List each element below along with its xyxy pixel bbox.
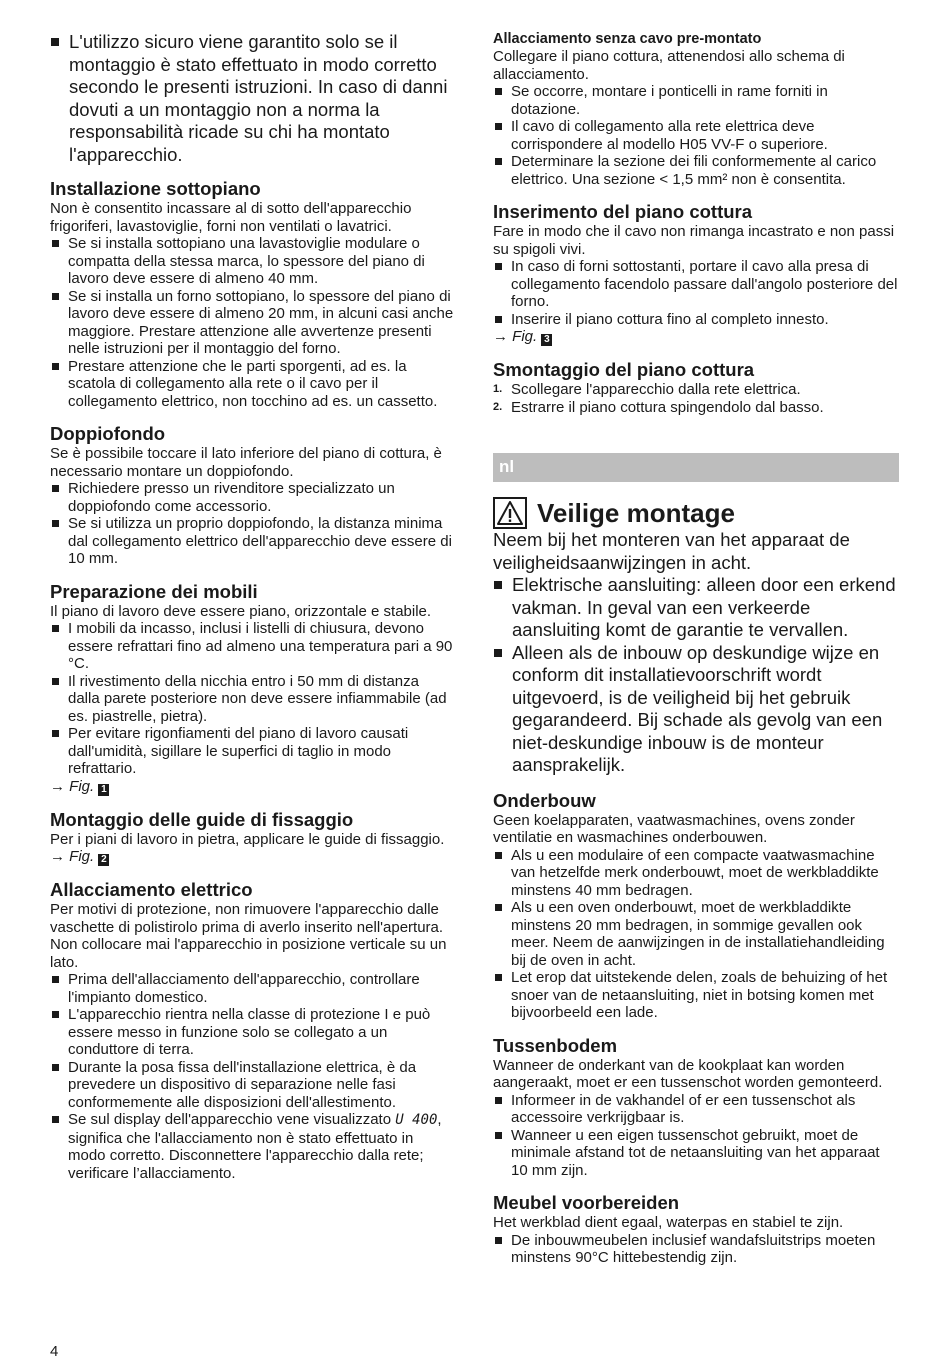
bullet-list: [493, 1092, 899, 1180]
section-intro: Fare in modo che il cavo non rimanga incastrato e non passi su spigoli vivi.: [493, 223, 895, 258]
section-title: Doppiofondo: [50, 423, 166, 444]
list-item: Alleen als de inbouw op deskundige wijze en conform dit installatievoorschrift wordt uitgevoerd, is de veiligheid bij het gebruik gegarandeerd. Bij schade als gevolg van een niet-deskundige inbouw is de monteur aansprakelijk.: [493, 642, 899, 777]
section-allacciamento-elettrico: [50, 879, 454, 1182]
list-item: De inbouwmeubelen inclusief wandafsluitstrips moeten minstens 90°C hittebestendig zijn.: [493, 1232, 899, 1267]
figure-number-badge: 3: [541, 334, 552, 346]
section-title: Montaggio delle guide di fissaggio: [50, 808, 354, 830]
figure-label: Fig.: [69, 777, 95, 795]
step-text: Scollegare l'apparecchio dalla rete elettrica.: [511, 381, 801, 398]
section-intro: Per motivi di protezione, non rimuovere l'apparecchio dalle vaschette di polistirolo prima di averlo inserito nell'apertura. Non collocare mai l'apparecchio in posizione verticale su un lato.: [50, 901, 447, 971]
list-item: Elektrische aansluiting: alleen door een erkend vakman. In geval van een verkeerde aansluiting komt de garantie te vervallen.: [493, 574, 899, 642]
section-title: Allacciamento elettrico: [50, 879, 253, 900]
section-meubel: [493, 1192, 899, 1267]
warning-title: Veilige montage: [537, 498, 735, 528]
section-title: Smontaggio del piano cottura: [493, 359, 755, 380]
section-intro: Il piano di lavoro deve essere piano, orizzontale e stabile.: [50, 602, 432, 620]
list-item: Per evitare rigonfiamenti del piano di lavoro causati dall'umidità, sigillare le superfici di taglio in modo refrattario.: [50, 725, 454, 778]
list-item: Informeer in de vakhandel of er een tussenschot als accessoire verkrijgbaar is.: [493, 1092, 899, 1127]
bullet-list: [50, 480, 454, 568]
bullet-list: [50, 620, 454, 778]
list-item: [493, 381, 899, 399]
list-item: Se si installa un forno sottopiano, lo spessore del piano di lavoro deve essere di almeno 20 mm, in alcuni casi anche maggiore. Prestare attenzione alle avvertenze presenti nelle istruzioni per il montaggio del forno.: [50, 288, 454, 358]
list-item-text: Se sul display dell'apparecchio vene visualizzato: [68, 1111, 392, 1128]
figure-reference[interactable]: [50, 778, 454, 796]
section-tussenbodem: [493, 1035, 899, 1180]
list-item: Als u een modulaire of een compacte vaatwasmachine van hetzelfde merk onderbouwt, moet de werkbladdikte minstens 40 mm bedragen.: [493, 847, 899, 900]
section-title: Tussenbodem: [493, 1034, 618, 1056]
section-smontaggio: [493, 359, 899, 416]
list-item: L'apparecchio rientra nella classe di protezione I e può essere messo in funzione solo se collegato a un conduttore di terra.: [50, 1006, 454, 1059]
figure-label: Fig.: [512, 328, 538, 345]
warning-heading: [493, 497, 899, 529]
figure-reference[interactable]: [50, 848, 454, 866]
list-item: Se si utilizza un proprio doppiofondo, la distanza minima dal collegamento elettrico dell'apparecchio deve essere di 10 mm.: [50, 515, 454, 568]
section-intro: Collegare il piano cottura, attenendosi allo schema di allacciamento.: [493, 48, 845, 83]
section-intro: Se è possibile toccare il lato inferiore del piano di cottura, è necessario montare un doppiofondo.: [50, 445, 442, 480]
bullet-list: [493, 1232, 899, 1267]
section-title: Installazione sottopiano: [50, 178, 261, 199]
bullet-list: [50, 235, 454, 410]
bullet-list: [493, 258, 899, 328]
section-intro: Het werkblad dient egaal, waterpas en stabiel te zijn.: [493, 1214, 844, 1231]
figure-label: Fig.: [69, 848, 95, 865]
list-item: Durante la posa fissa dell'installazione elettrica, è da prevedere un dispositivo di separazione nelle fasi conformemente alle disposizioni dell'allestimento.: [50, 1059, 454, 1112]
section-title: Allacciamento senza cavo pre-montato: [493, 31, 762, 47]
section-guide: [50, 809, 454, 867]
step-number: 1.: [493, 383, 503, 395]
section-title: Inserimento del piano cottura: [493, 201, 753, 222]
list-item: Se si installa sottopiano una lavastoviglie modulare o compatta della stessa marca, lo spessore del piano di lavoro deve essere di almeno 40 mm.: [50, 235, 454, 288]
warning-icon: [493, 497, 527, 529]
display-code: U 400: [395, 1112, 438, 1128]
section-installazione: [50, 178, 454, 410]
numbered-list: [493, 381, 899, 416]
list-item: In caso di forni sottostanti, portare il cavo alla presa di collegamento facendolo passare dall'angolo posteriore del forno.: [493, 258, 899, 311]
bullet-list: [493, 574, 899, 777]
arrow-right-icon: →: [493, 328, 508, 345]
figure-number-badge: 1: [98, 784, 109, 796]
figure-reference[interactable]: [493, 328, 899, 346]
arrow-right-icon: →: [50, 777, 65, 795]
section-senza-cavo: [493, 31, 899, 188]
list-item: Prestare attenzione che le parti sporgenti, ad es. la scatola di collegamento alla rete o il cavo per il collegamento elettrico, non tocchino ad es. un cassetto.: [50, 358, 454, 411]
right-column: [493, 0, 899, 416]
list-item: Il cavo di collegamento alla rete elettrica deve corrispondere al modello H05 VV-F o superiore.: [493, 118, 899, 153]
list-item: Als u een oven onderbouwt, moet de werkbladdikte minstens 20 mm bedragen, in sommige gevallen ook meer. Neem de aanwijzingen in de installatiehandleiding bij de oven in acht.: [493, 899, 899, 969]
list-item: [493, 399, 899, 417]
bullet-list: [50, 971, 454, 1182]
section-intro: Geen koelapparaten, vaatwasmachines, ovens zonder ventilatie en wasmachines onderbouwen.: [493, 811, 855, 846]
list-item: Prima dell'allacciamento dell'apparecchio, controllare l'impianto domestico.: [50, 971, 454, 1006]
list-item: I mobili da incasso, inclusi i listelli di chiusura, devono essere refrattari fino ad almeno una temperatura pari a 90 °C.: [50, 620, 454, 673]
section-preparazione: [50, 581, 454, 796]
section-onderbouw: [493, 790, 899, 1022]
step-number: 2.: [493, 400, 503, 413]
left-column: [50, 0, 454, 1182]
list-item-text: , significa che l'allacciamento non è stato effettuato in modo corretto. Disconnettere l'apparecchio dalla rete; verificare l’allacciamento.: [68, 1111, 442, 1182]
section-title: Onderbouw: [493, 789, 596, 811]
section-inserimento: [493, 201, 899, 346]
bullet-list: [493, 83, 899, 188]
list-item: Determinare la sezione dei fili conformemente al carico elettrico. Una sezione < 1,5 mm² non è consentita.: [493, 153, 899, 188]
section-doppiofondo: [50, 423, 454, 568]
section-title: Preparazione dei mobili: [50, 580, 258, 602]
list-item: Se occorre, montare i ponticelli in rame forniti in dotazione.: [493, 83, 899, 118]
intro-bullet-list: [50, 31, 454, 166]
page-number: 4: [50, 1343, 59, 1360]
section-intro: Wanneer de onderkant van de kookplaat kan worden aangeraakt, moet er een tussenschot worden gemonteerd.: [493, 1056, 883, 1091]
language-bar: [493, 453, 899, 482]
arrow-right-icon: →: [50, 848, 65, 865]
list-item: [50, 1111, 454, 1182]
list-item: Il rivestimento della nicchia entro i 50 mm di distanza dalla parete posteriore non deve essere infiammabile (ad es. piastrelle, pietra).: [50, 673, 454, 726]
bullet-list: [493, 847, 899, 1022]
figure-number-badge: 2: [98, 854, 109, 866]
list-item: Richiedere presso un rivenditore specializzato un doppiofondo come accessorio.: [50, 480, 454, 515]
list-item: Let erop dat uitstekende delen, zoals de behuizing of het snoer van de netaansluiting, niet in botsing komen met bijvoorbeeld een lade.: [493, 969, 899, 1022]
step-text: Estrarre il piano cottura spingendolo dal basso.: [511, 398, 824, 416]
section-intro: Per i piani di lavoro in pietra, applicare le guide di fissaggio.: [50, 830, 445, 848]
section-intro: Non è consentito incassare al di sotto dell'apparecchio frigoriferi, lavastoviglie, forni non ventilati o lavatrici.: [50, 200, 412, 235]
section-intro: Neem bij het monteren van het apparaat de veiligheidsaanwijzingen in acht.: [493, 529, 850, 573]
list-item: L'utilizzo sicuro viene garantito solo se il montaggio è stato effettuato in modo corretto secondo le presenti istruzioni. In caso di danni dovuti a un montaggio non a norma la responsabilità ricade su chi ha montato l'apparecchio.: [50, 31, 454, 166]
list-item: Wanneer u een eigen tussenschot gebruikt, moet de minimale afstand tot de netaansluiting van het apparaat 10 mm zijn.: [493, 1127, 899, 1180]
section-title: Meubel voorbereiden: [493, 1192, 680, 1213]
list-item: Inserire il piano cottura fino al completo innesto.: [493, 311, 899, 329]
language-tag: nl: [499, 457, 515, 476]
right-column-nl: [493, 529, 899, 1267]
